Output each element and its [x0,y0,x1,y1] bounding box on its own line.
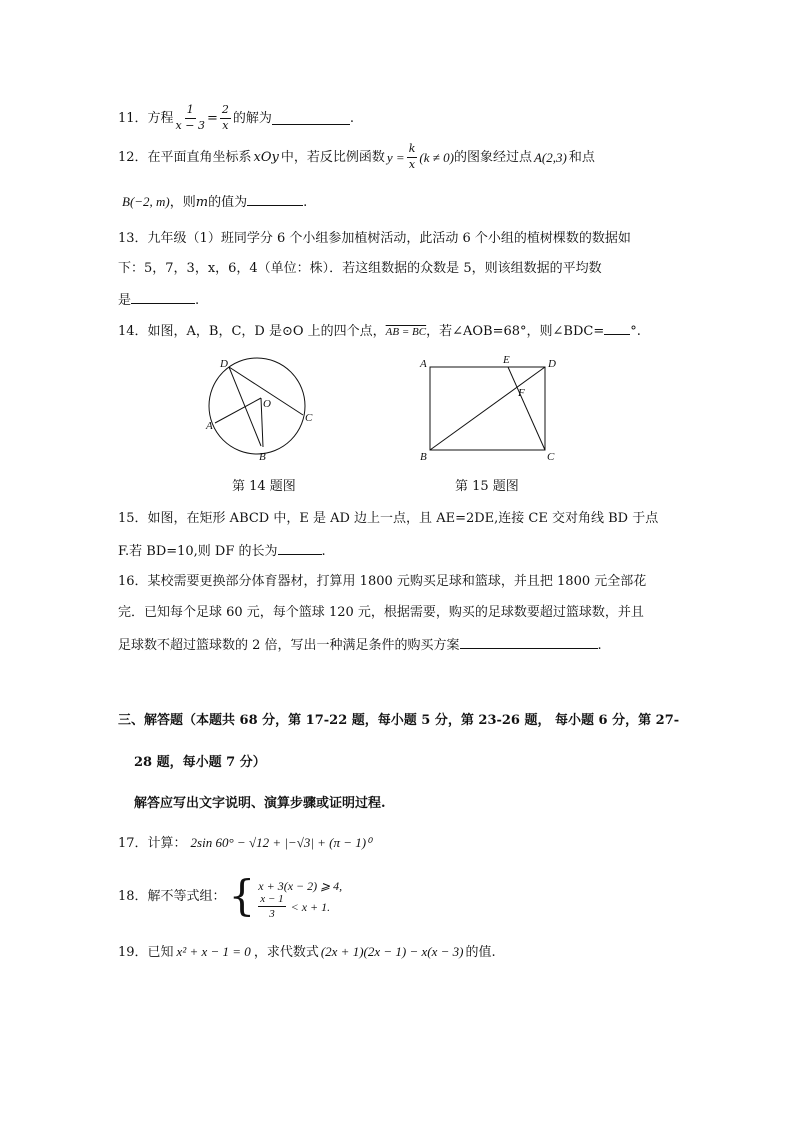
question-11: 11．方程 $\frac{1}{x - 3}$ = $\frac{2}{x}$ 的解为 . [118,103,355,132]
segment-ce [508,367,545,450]
diagonal-bd [430,367,545,450]
q13-line1: 13．九年级（1）班同学分 6 个小组参加植树活动，此活动 6 个小组的植树棵数的数据如 [118,231,631,246]
q18-row-1: x + 3(x − 2) ⩾ 4, [258,878,343,893]
q16-answer-blank[interactable] [460,637,598,649]
q15-line2: F.若 BD=10,则 DF 的长为 . [118,544,326,559]
figure-15-caption: 第 15 题图 [455,479,519,494]
question-12-line2: B(−2, m)，则m的值为 . [122,194,308,210]
q15-answer-blank[interactable] [278,543,322,555]
q11-fraction-2: $\frac{2}{x}$ [221,103,229,132]
q12-point-b: B(−2, m) [122,194,170,209]
segment-ao [215,398,261,423]
q12-point-a: A(2,3) [533,149,567,165]
figure-14 [195,350,330,465]
q12-xoy: xOy [253,149,279,165]
q18-fraction: $\frac{x - 1}{3}$ [260,892,284,920]
label-e: E [503,354,510,366]
section-3-note: 解答应写出文字说明、演算步骤或证明过程. [134,796,386,811]
q15-line1: 15．如图，在矩形 ABCD 中，E 是 AD 边上一点，且 AE=2DE,连接 CE 交对角线 BD 于点 [118,511,659,526]
section-3-heading-line1: 三、解答题（本题共 68 分，第 17-22 题，每小题 5 分，第 23-26 题， 每小题 6 分，第 27- [118,713,680,728]
question-18: 18．解不等式组： { x + 3(x − 2) ⩾ 4, $\frac{x - 1}{3}$ < x + 1. [118,871,343,920]
label-f: F [518,387,525,399]
q11-label: 11．方程 [118,110,174,126]
question-17: 17．计算： 2sin 60° − √12 + |−√3| + (π − 1)⁰ [118,835,372,851]
q13-line2: 下：5，7，3，x，6，4（单位：株）．若这组数据的众数是 5，则该组数据的平均数 [118,261,602,276]
q13-answer-blank[interactable] [131,292,195,304]
q18-brace: { [228,871,256,920]
q14-arc-equality: AB = BC [385,326,427,338]
q16-line1: 16．某校需要更换部分体育器材，打算用 1800 元购买足球和篮球，并且把 1800 元全部花 [118,574,647,589]
q18-row-2: $\frac{x - 1}{3}$ < x + 1. [260,892,331,920]
q14-answer-blank[interactable] [604,323,630,335]
question-14: 14．如图，A，B，C，D 是⊙O 上的四个点，AB = BC，若∠AOB=68°，则∠BDC= °. [118,324,641,339]
figure-15 [415,350,565,465]
label-a: A [420,358,427,370]
q17-expression: 2sin 60° − √12 + |−√3| + (π − 1)⁰ [190,835,372,850]
label-b: B [259,451,266,463]
q16-line2: 完．已知每个足球 60 元，每个篮球 120 元，根据需要，购买的足球数要超过篮球数，并且 [118,605,644,620]
q12-answer-blank[interactable] [247,194,303,206]
q12-fraction: $\frac{k}{x}$ [408,142,416,171]
q13-line3: 是 . [118,293,200,308]
label-d: D [220,358,228,370]
q16-line3: 足球数不超过篮球数的 2 倍，写出一种满足条件的购买方案 . [118,638,602,653]
circle-o [209,358,305,454]
question-12: 12．在平面直角坐标系 xOy 中，若反比例函数 y = $\frac{k}{x}$ (k ≠ 0) 的图象经过点 A(2,3) 和点 [118,142,595,171]
label-c: C [305,412,313,424]
section-3-heading-line2: 28 题，每小题 7 分） [134,755,266,770]
q19-given: x² + x − 1 = 0 [176,944,251,959]
label-b: B [420,451,427,463]
figure-14-caption: 第 14 题图 [232,479,296,494]
q11-equals: = [206,110,218,126]
q11-fraction-1: $\frac{1}{x - 3}$ [175,103,205,132]
q19-expression: (2x + 1)(2x − 1) − x(x − 3) [320,944,464,959]
question-19: 19．已知 x² + x − 1 = 0 ，求代数式 (2x + 1)(2x − 1) − x(x − 3) 的值. [118,944,496,960]
q18-system [258,875,343,920]
label-d: D [548,358,556,370]
label-o: O [263,398,271,410]
q11-answer-blank[interactable] [272,112,350,125]
label-c: C [547,451,555,463]
q11-suffix: 的解为 [232,110,272,126]
label-a: A [206,420,213,432]
